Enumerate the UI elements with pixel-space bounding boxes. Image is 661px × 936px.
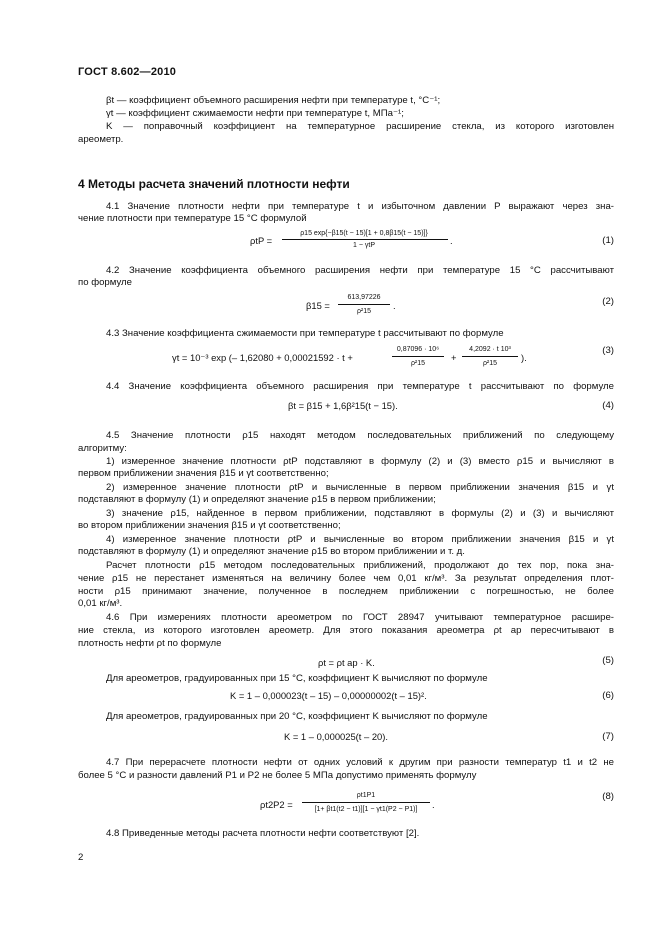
eq3-denominator-1: ρ²15	[410, 360, 426, 367]
eq1-fraction-bar	[282, 239, 448, 240]
eq4-formula: βt = β15 + 1,6β²15(t − 15).	[288, 400, 398, 411]
eq8-number: (8)	[602, 791, 614, 802]
algorithm-step-3-cont: во втором приближении значения β15 и γt соответственно;	[78, 520, 341, 531]
paragraph-hydrometer-15: Для ареометров, градуированных при 15 °С, коэффициент K вычисляют по формуле	[106, 673, 488, 684]
eq3-tail: ).	[521, 352, 527, 363]
algorithm-step-2-cont: подставляют в формулу (1) и определяют значение ρ15 в первом приближении;	[78, 494, 436, 505]
eq2-tail: .	[393, 300, 396, 311]
eq8-fraction-bar	[302, 802, 430, 803]
eq8-numerator: ρt1P1	[356, 792, 376, 799]
iteration-paragraph-line-4: 0,01 кг/м³.	[78, 598, 123, 609]
eq7-formula: K = 1 – 0,000025(t – 20).	[284, 731, 388, 742]
eq2-numerator: 613,97226	[347, 294, 381, 301]
page-number: 2	[78, 852, 84, 863]
eq3-numerator-1: 0,87096 · 10⁶	[396, 346, 440, 353]
eq3-plus: +	[451, 352, 457, 363]
algorithm-step-2: 2) измеренное значение плотности ρtP и вычисленные в первом приближении значения β15 и γt	[106, 482, 614, 493]
eq3-numerator-2: 4,2092 · t 10³	[469, 346, 511, 353]
eq3-number: (3)	[602, 345, 614, 356]
paragraph-4-3: 4.3 Значение коэффициента сжимаемости при температуре t рассчитывают по формуле	[106, 328, 504, 339]
definition-gamma: γt — коэффициент сжимаемости нефти при температуре t, МПа⁻¹;	[106, 108, 404, 119]
eq2-denominator: ρ²15	[356, 308, 372, 315]
algorithm-step-1-cont: первом приближении значения β15 и γt соответственно;	[78, 468, 329, 479]
eq3-lhs: γt = 10⁻³ exp (– 1,62080 + 0,00021592 · t +	[172, 352, 353, 363]
eq2-lhs: β15 =	[306, 300, 330, 311]
paragraph-4-6-line-2: ние стекла, из которого изготовлен ареометр. Для этого показания ареометра ρt ар пересчитывают в	[78, 625, 614, 636]
eq5-formula: ρt = ρt ар · K.	[318, 657, 375, 668]
paragraph-4-5: 4.5 Значение плотности ρ15 находят методом последовательных приближений по следующему	[106, 430, 614, 441]
eq1-numerator: ρ15 exp{−β15(t − 15)[1 + 0,8β15(t − 15)]}	[300, 230, 428, 237]
iteration-paragraph: Расчет плотности ρ15 методом последовательных приближений, продолжают до тех пор, пока зна-	[106, 560, 614, 571]
section-title: 4 Методы расчета значений плотности нефти	[78, 177, 350, 191]
eq6-formula: K = 1 – 0,000023(t – 15) – 0,00000002(t – 15)².	[230, 690, 427, 701]
paragraph-4-7: 4.7 При перерасчете плотности нефти от одних условий к другим при разности температур t1 и t2 не	[106, 757, 614, 768]
paragraph-4-7-cont: более 5 °С и разности давлений P1 и P2 не более 5 МПа допустимо применять формулу	[78, 770, 477, 781]
eq1-number: (1)	[602, 235, 614, 246]
eq3-fraction-bar-1	[392, 356, 444, 357]
eq1-denominator: 1 − γtP	[353, 242, 375, 249]
eq1-lhs: ρtP =	[250, 235, 273, 246]
paragraph-4-4: 4.4 Значение коэффициента объемного расширения при температуре t рассчитывают по формуле	[106, 381, 614, 392]
algorithm-step-1: 1) измеренное значение плотности ρtP подставляют в формулу (2) и (3) вместо ρ15 и вычисляют в	[106, 456, 614, 467]
paragraph-4-1: 4.1 Значение плотности нефти при температуре t и избыточном давлении P выражают через зна-	[106, 201, 614, 212]
eq2-fraction-bar	[338, 304, 390, 305]
algorithm-step-4: 4) измеренное значение плотности ρtP и вычисленные во втором приближении значения β15 и γt	[106, 534, 614, 545]
algorithm-step-4-cont: подставляют в формулу (1) и определяют значение ρ15 во втором приближении и т. д.	[78, 546, 465, 557]
iteration-paragraph-line-2: чение ρ15 не перестанет изменяться на величину более чем 0,01 кг/м³. За результат определения плот-	[78, 573, 614, 584]
paragraph-4-6: 4.6 При измерениях плотности ареометром по ГОСТ 28947 учитывают температурное расшире-	[106, 612, 614, 623]
paragraph-4-8: 4.8 Приведенные методы расчета плотности нефти соответствуют [2].	[106, 828, 420, 839]
paragraph-4-2: 4.2 Значение коэффициента объемного расширения нефти при температуре 15 °С рассчитывают	[106, 265, 614, 276]
definition-k: K — поправочный коэффициент на температурное расширение стекла, из которого изготовлен	[106, 121, 614, 132]
eq8-lhs: ρt2P2 =	[260, 799, 293, 810]
paragraph-4-1-cont: чение плотности при температуре 15 °С формулой	[78, 213, 307, 224]
eq3-fraction-bar-2	[462, 356, 518, 357]
paragraph-4-2-cont: по формуле	[78, 277, 132, 288]
eq3-denominator-2: ρ²15	[482, 360, 498, 367]
eq8-denominator: [1+ βt1(t2 − t1)][1 − γt1(P2 − P1)]	[314, 806, 418, 813]
eq8-tail: .	[432, 799, 435, 810]
document-header: ГОСТ 8.602—2010	[78, 66, 177, 78]
iteration-paragraph-line-3: ности ρ15 принимают значение, полученное в последнем приближении с погрешностью, не более	[78, 586, 614, 597]
eq5-number: (5)	[602, 655, 614, 666]
algorithm-step-3: 3) значение ρ15, найденное в первом приближении, подставляют в формулы (2) и (3) и вычисляют	[106, 508, 614, 519]
eq2-number: (2)	[602, 296, 614, 307]
eq4-number: (4)	[602, 400, 614, 411]
paragraph-4-6-line-3: плотность нефти ρt по формуле	[78, 638, 222, 649]
eq6-number: (6)	[602, 690, 614, 701]
paragraph-4-5-line-2: алгоритму:	[78, 443, 127, 454]
definition-beta: βt — коэффициент объемного расширения нефти при температуре t, °С⁻¹;	[106, 95, 441, 106]
paragraph-hydrometer-20: Для ареометров, градуированных при 20 °С, коэффициент K вычисляют по формуле	[106, 711, 488, 722]
eq1-tail: .	[450, 235, 453, 246]
definition-k-cont: ареометр.	[78, 134, 124, 145]
eq7-number: (7)	[602, 731, 614, 742]
